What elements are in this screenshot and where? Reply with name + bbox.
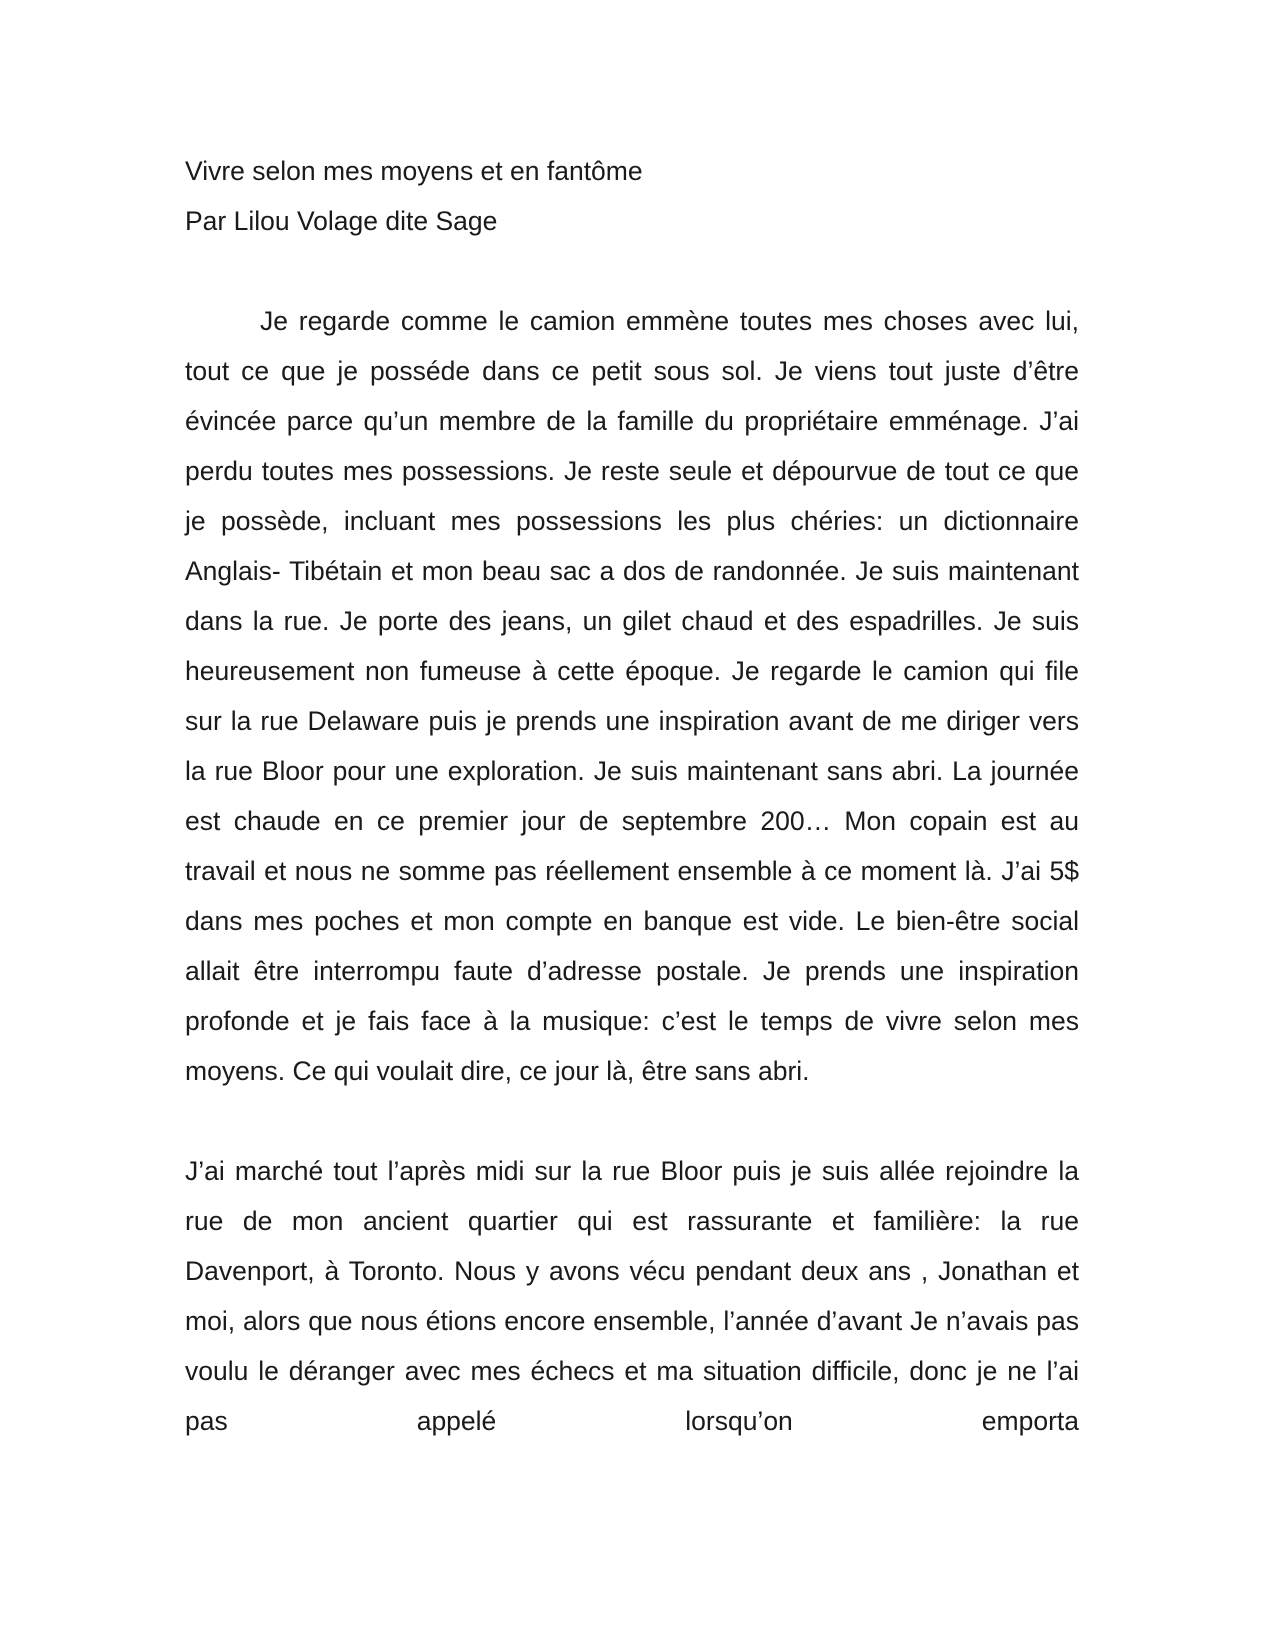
title-spacer [185, 246, 1079, 296]
paragraph-2: J’ai marché tout l’après midi sur la rue Bloor puis je suis allée rejoindre la rue de mon ancient quartier qui est rassurante et familière: la rue Davenport, à Toronto. Nous y avons vécu pendant deux ans , Jonathan et moi, alors que nous étions encore ensemble, l’année d’avant Je n’avais pas voulu le déranger avec mes échecs et ma situation difficile, donc je ne l’ai pas appelé lorsqu’on emporta [185, 1156, 1079, 1436]
document-body [185, 146, 1079, 1446]
paragraph-1: Je regarde comme le camion emmène toutes mes choses avec lui, tout ce que je posséde dans ce petit sous sol. Je viens tout juste d’être évincée parce qu’un membre de la famille du propriétaire emménage. J’ai perdu toutes mes possessions. Je reste seule et dépourvue de tout ce que je possède, incluant mes possessions les plus chéries: un dictionnaire Anglais- Tibétain et mon beau sac a dos de randonnée. Je suis maintenant dans la rue. Je porte des jeans, un gilet chaud et des espadrilles. Je suis heureusement non fumeuse à cette époque. Je regarde le camion qui file sur la rue Delaware puis je prends une inspiration avant de me diriger vers la rue Bloor pour une exploration. Je suis maintenant sans abri. La journée est chaude en ce premier jour de septembre 200… Mon copain est au travail et nous ne somme pas réellement ensemble à ce moment là. J’ai 5$ dans mes poches et mon compte en banque est vide. Le bien-être social allait être interrompu faute d’adresse postale. Je prends une inspiration profonde et je fais face à la musique: c’est le temps de vivre selon mes moyens. Ce qui voulait dire, ce jour là, être sans abri. [185, 306, 1079, 1086]
document-title: Vivre selon mes moyens et en fantôme [185, 156, 643, 186]
document-byline: Par Lilou Volage dite Sage [185, 206, 498, 236]
